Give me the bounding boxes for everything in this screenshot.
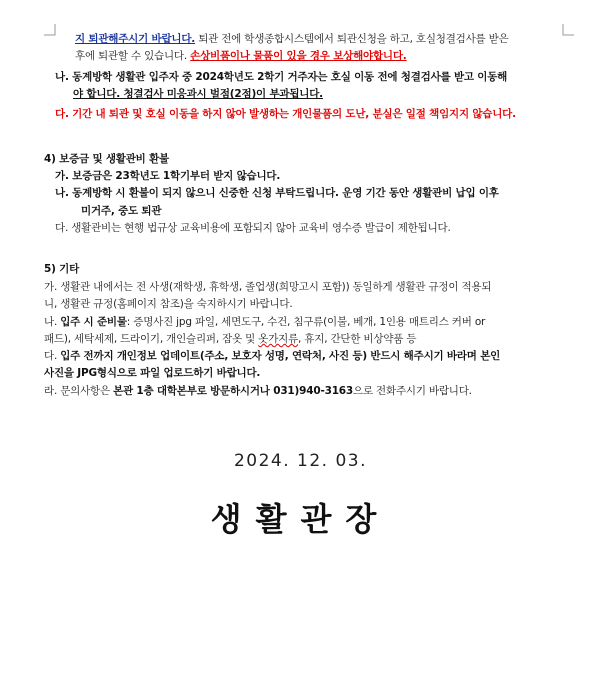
liability-notice: 다. 기간 내 퇴관 및 호실 이동을 하지 않아 발생하는 개인물품의 도난, 분실은 일절 책임지지 않습니다. [55,108,516,120]
signature-title: 생활관장 [210,500,391,538]
info-update-item-line-1: 다. 입주 전까지 개인정보 업데이트(주소, 보호자 성명, 연락처, 사진 등) 반드시 해주시기 바라며 본인 [44,350,501,362]
section-4-heading: 4) 보증금 및 생활관비 환불 [44,153,169,165]
winter-residents-line-1: 나. 동계방학 생활관 입주자 중 2024학년도 2학기 거주자는 호실 이동 전에 청결검사를 받고 이동해 [55,71,508,83]
winter-residents-line-2: 야 합니다. 청결검사 미응과시 벌점(2점)이 부과됩니다. [73,88,323,100]
notice-line-1 [75,32,509,46]
move-out-deadline-text: 지 퇴관해주시기 바랍니다. [75,33,196,45]
supplies-label: 입주 시 준비물 [60,316,127,328]
supplies-item-line-2: 패드), 세탁세제, 드라이기, 개인슬리퍼, 잠옷 및 옷가지류, 휴지, 간단한 비상약품 등 [44,333,417,345]
section-5-heading: 5) 기타 [44,263,80,275]
receipt-item: 다. 생활관비는 현행 법규상 교육비용에 포함되지 않아 교육비 영수증 발급이 제한됩니다. [55,222,451,234]
info-update-item-line-2: 사진을 JPG형식으로 파일 업로드하기 바랍니다. [44,367,261,379]
refund-item-line-2: 미거주, 중도 퇴관 [81,205,162,217]
rules-item-line-1: 가. 생활관 내에서는 전 사생(재학생, 휴학생, 졸업생(희망고시 포함)) 동일하게 생활관 규정이 적용되 [44,281,492,293]
page-corner-mark-right [552,24,574,36]
supplies-item-line-1: 나. 입주 시 준비물: 증명사진 jpg 파일, 세면도구, 수건, 침구류(이불, 베개, 1인용 매트리스 커버 or [44,316,486,328]
refund-item-line-1: 나. 동계방학 시 환불이 되지 않으니 신중한 신청 부탁드립니다. 운영 기간 동안 생활관비 납입 이후 [55,187,499,199]
contact-item: 라. 문의사항은 본관 1층 대학본부로 방문하시거나 031)940-3163으로 전화주시기 바랍니다. [44,385,472,397]
contact-office-phone: 본관 1층 대학본부로 방문하시거나 031)940-3163 [113,385,354,397]
document-date: 2024. 12. 03. [233,451,368,471]
move-out-procedure-text: 퇴관 전에 학생종합시스템에서 퇴관신청을 하고, 호실청결검사를 받은 [195,33,509,45]
damage-compensation-text: 손상비품이나 물품이 있을 경우 보상해야합니다. [190,50,407,62]
rules-item-line-2: 니, 생활관 규정(홈페이지 참조)을 숙지하시기 바랍니다. [44,298,293,310]
deposit-item: 가. 보증금은 23학년도 1학기부터 받지 않습니다. [55,170,281,182]
page-corner-mark-left [44,24,66,36]
notice-line-2: 후에 퇴관할 수 있습니다. 손상비품이나 물품이 있을 경우 보상해야합니다. [75,50,407,62]
